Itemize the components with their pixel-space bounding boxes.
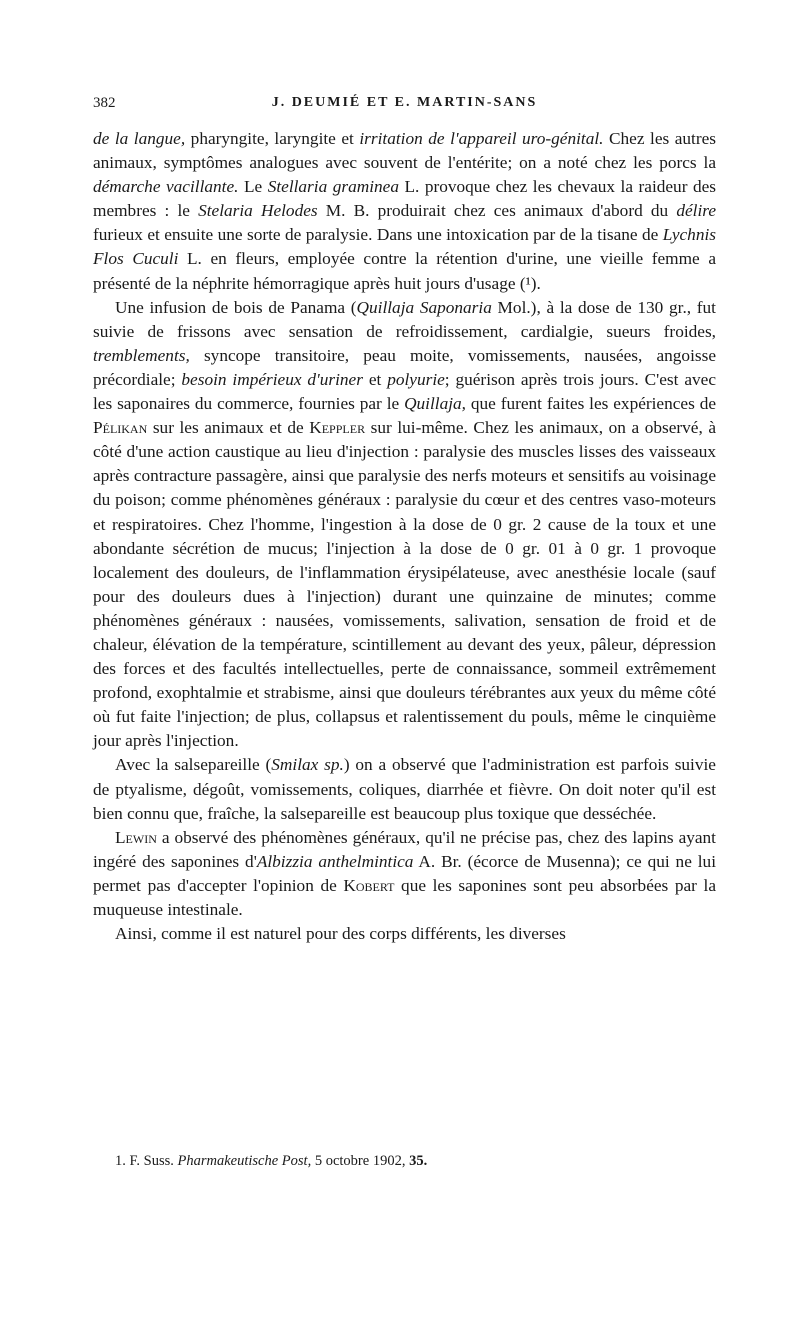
italic-text: Stelaria Helodes [198,201,318,221]
paragraph-lewin [93,826,716,922]
text-run: pharyngite, laryngite et [185,129,360,148]
footnote [115,1153,715,1170]
paragraph-continued [93,127,716,296]
text-run: 5 octobre 1902, [311,1153,410,1169]
italic-text: Quillaja, [404,394,466,414]
text-run: Avec la salsepareille ( [115,755,272,775]
italic-text: Pharmakeutische Post, [177,1153,312,1169]
italic-text: Quillaja Saponaria [356,297,492,317]
author-name: Kobert [343,875,395,895]
text-run: furieux et ensuite une sorte de paralysie. Dans une intoxication par de la tisane de [93,225,663,245]
italic-text: Smilax sp. [271,755,344,775]
text-run: sur lui-même. Chez les animaux, on a observé, à côté d'une action caustique au lieu d'injection : paralysie des muscles lisses des vaisseaux après contracture passagère, ainsi que paralysie des nerfs moteurs et sensitifs au voisinage du poison; comme phénomènes généraux : paralysie du cœur et des centres vaso-moteurs et respiratoires. Chez l'homme, l'ingestion à la dose de 0 gr. 2 cause de la toux et une abondante sécrétion de mucus; l'injection à la dose de 0 gr. 01 à 0 gr. 1 provoque localement des douleurs, de l'inflammation érysipélateuse, avec anesthésie locale (sauf pour des douleurs dues à l'injection) durant une quinzaine de minutes; comme phénomènes généraux : nausées, vomissements, salivation, sensation de froid et de chaleur, élévation de la température, scintillement au devant des yeux, pâleur, dépression des forces et des facultés intellectuelles, perte de connaissance, sommeil extrêmement profond, exophtalmie et strabisme, ainsi que douleurs térébrantes aux yeux du même côté où fut faite l'injection; de plus, collapsus et ralentissement du pouls, même le cinquième jour après l'injection. [93,418,717,751]
bold-text: 35. [409,1153,428,1169]
text-run: 1. F. Suss. [115,1153,178,1169]
body-text [93,127,716,946]
italic-text: tremblements, [93,345,190,365]
text-run: et [362,369,388,389]
paragraph-salsepareille [93,753,716,825]
page-number: 382 [93,95,116,111]
text-run: Ainsi, comme il est naturel pour des corps différents, les diverses [115,924,566,944]
author-name: Lewin [115,827,157,847]
text-run: A. Br. (écorce de Musenna); ce qui ne lui permet pas d'accepter l'opinion de [93,851,717,895]
text-run: Mol.), à la dose de 130 gr., fut suivie de frissons avec sensation de refroidissement, cardialgie, sueurs froides, [93,297,716,341]
italic-text: Stellaria graminea [267,177,399,197]
italic-text: Albizzia anthelmintica [256,851,414,871]
text-run: syncope transitoire, peau moite, vomissements, nausées, angoisse précordiale; [93,345,716,389]
italic-text: polyurie [387,369,445,389]
text-run: M. B. produirait chez ces animaux d'abord du [317,201,677,221]
italic-text: délire [676,201,716,221]
italic-text: démarche vacillante. [93,177,239,197]
text-run: L. provoque chez les chevaux la raideur des membres : le [93,177,716,221]
italic-text: Lychnis Flos Cuculi [93,225,716,269]
italic-text: besoin impérieux d'uriner [181,369,363,389]
italic-text: de la langue, [93,129,186,148]
running-title: J. DEUMIÉ ET E. MARTIN-SANS [271,95,538,110]
text-run: que furent faites les expériences de [466,394,717,414]
text-run: sur les animaux et de [147,418,310,438]
text-run: Chez les autres animaux, symptômes analogues avec souvent de l'entérite; on a noté chez les porcs la [93,129,716,173]
text-run: Le [238,177,268,197]
author-name: Keppler [309,418,366,438]
author-name: Pélikan [93,418,148,438]
text-run: ) on a observé que l'administration est parfois suivie de ptyalisme, dégoût, vomissements, coliques, diarrhée et fièvre. On doit noter qu'il est bien connu que, fraîche, la salsepareille est beaucoup plus toxique que desséchée. [93,755,716,823]
text-run: L. en fleurs, employée contre la rétention d'urine, une vieille femme a présenté de la néphrite hémorragique après huit jours d'usage (¹). [93,249,716,293]
text-run: Une infusion de bois de Panama ( [115,297,357,317]
italic-text: irritation de l'appareil uro-génital. [359,129,604,148]
text-run: que les saponines sont peu absorbées par la muqueuse intestinale. [93,875,716,919]
paragraph-quillaja [93,296,716,754]
paragraph-ainsi [93,922,716,946]
text-run: ; guérison après trois jours. C'est avec les saponaires du commerce, fournies par le [93,369,716,414]
page-header [93,95,716,119]
text-run: a observé des phénomènes généraux, qu'il ne précise pas, chez des lapins ayant ingéré des saponines d' [93,827,716,871]
